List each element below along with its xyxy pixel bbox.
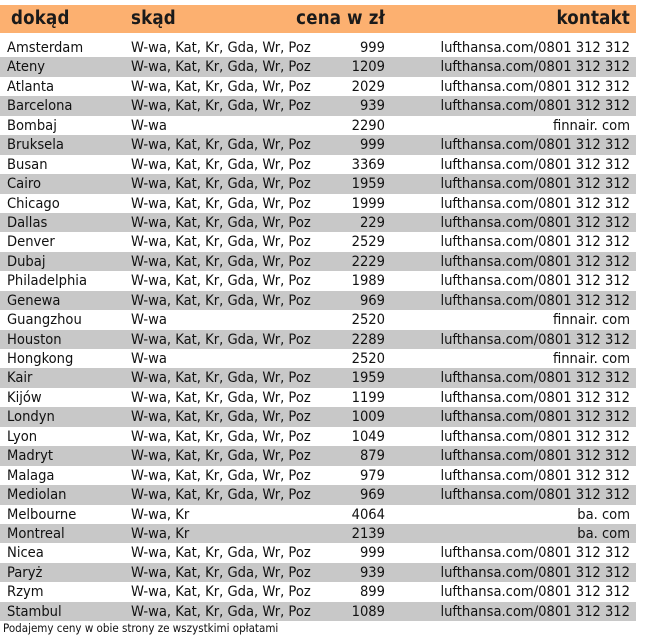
cell-origin: W-wa, Kat, Kr, Gda, Wr, Poz	[131, 252, 311, 270]
cell-price: 1199	[351, 388, 385, 406]
cell-destination: Barcelona	[7, 97, 73, 115]
cell-contact: lufthansa.com/0801 312 312	[440, 58, 630, 76]
cell-destination: Londyn	[7, 408, 55, 426]
cell-destination: Lyon	[7, 427, 38, 445]
flight-table	[0, 38, 636, 621]
cell-origin: W-wa, Kat, Kr, Gda, Wr, Poz	[131, 39, 311, 56]
cell-price: 2029	[351, 77, 385, 95]
cell-contact: lufthansa.com/0801 312 312	[440, 563, 630, 581]
cell-origin: W-wa, Kr	[131, 505, 190, 523]
cell-destination: Melbourne	[7, 505, 77, 523]
cell-contact: lufthansa.com/0801 312 312	[440, 291, 630, 309]
cell-destination: Chicago	[7, 194, 60, 212]
cell-origin: W-wa, Kr	[131, 524, 190, 542]
cell-contact: lufthansa.com/0801 312 312	[440, 233, 630, 251]
cell-destination: Denver	[7, 233, 55, 251]
cell-destination: Mediolan	[7, 486, 67, 504]
cell-destination: Dallas	[7, 213, 48, 231]
header-origin: skąd	[131, 8, 176, 29]
cell-contact: lufthansa.com/0801 312 312	[440, 39, 630, 56]
cell-price: 2139	[351, 524, 385, 542]
cell-contact: lufthansa.com/0801 312 312	[440, 77, 630, 95]
cell-destination: Bombaj	[7, 116, 57, 134]
table-row	[0, 524, 636, 543]
table-header	[0, 5, 636, 33]
cell-price: 4064	[351, 505, 385, 523]
cell-contact: lufthansa.com/0801 312 312	[440, 369, 630, 387]
cell-contact: finnair. com	[552, 350, 630, 367]
cell-destination: Philadelphia	[7, 272, 88, 290]
cell-contact: finnair. com	[552, 311, 630, 329]
cell-contact: ba. com	[577, 505, 630, 523]
cell-origin: W-wa	[131, 350, 167, 367]
cell-contact: lufthansa.com/0801 312 312	[440, 213, 630, 231]
cell-destination: Madryt	[7, 447, 54, 465]
cell-price: 969	[359, 291, 385, 309]
table-row	[0, 194, 636, 213]
cell-price: 979	[359, 466, 385, 484]
cell-destination: Kair	[7, 369, 33, 387]
cell-origin: W-wa, Kat, Kr, Gda, Wr, Poz	[131, 97, 311, 115]
table-row	[0, 330, 636, 349]
cell-price: 1989	[351, 272, 385, 290]
table-row	[0, 368, 636, 387]
cell-price: 999	[359, 136, 385, 154]
table-row	[0, 271, 636, 290]
cell-origin: W-wa, Kat, Kr, Gda, Wr, Poz	[131, 563, 311, 581]
cell-destination: Houston	[7, 330, 62, 348]
header-destination: dokąd	[11, 8, 70, 29]
cell-price: 2289	[351, 330, 385, 348]
cell-origin: W-wa, Kat, Kr, Gda, Wr, Poz	[131, 369, 311, 387]
table-row	[0, 349, 636, 368]
cell-destination: Hongkong	[7, 350, 74, 367]
cell-destination: Bruksela	[7, 136, 64, 154]
cell-destination: Nicea	[7, 544, 44, 562]
cell-price: 2529	[351, 233, 385, 251]
cell-origin: W-wa, Kat, Kr, Gda, Wr, Poz	[131, 175, 311, 193]
table-row	[0, 543, 636, 562]
cell-origin: W-wa, Kat, Kr, Gda, Wr, Poz	[131, 486, 311, 504]
cell-origin: W-wa, Kat, Kr, Gda, Wr, Poz	[131, 466, 311, 484]
cell-destination: Kijów	[7, 388, 42, 406]
cell-price: 1089	[351, 602, 385, 620]
cell-contact: lufthansa.com/0801 312 312	[440, 486, 630, 504]
cell-origin: W-wa, Kat, Kr, Gda, Wr, Poz	[131, 427, 311, 445]
cell-price: 939	[359, 97, 385, 115]
cell-contact: ba. com	[577, 524, 630, 542]
table-row	[0, 291, 636, 310]
cell-origin: W-wa, Kat, Kr, Gda, Wr, Poz	[131, 544, 311, 562]
table-row	[0, 505, 636, 524]
table-row	[0, 466, 636, 485]
table-row	[0, 446, 636, 465]
cell-price: 1009	[351, 408, 385, 426]
cell-origin: W-wa, Kat, Kr, Gda, Wr, Poz	[131, 136, 311, 154]
cell-origin: W-wa, Kat, Kr, Gda, Wr, Poz	[131, 58, 311, 76]
cell-contact: lufthansa.com/0801 312 312	[440, 136, 630, 154]
cell-contact: lufthansa.com/0801 312 312	[440, 447, 630, 465]
cell-price: 1999	[351, 194, 385, 212]
cell-price: 999	[359, 544, 385, 562]
table-row	[0, 582, 636, 601]
table-row	[0, 57, 636, 76]
cell-price: 969	[359, 486, 385, 504]
cell-contact: lufthansa.com/0801 312 312	[440, 272, 630, 290]
cell-origin: W-wa, Kat, Kr, Gda, Wr, Poz	[131, 330, 311, 348]
table-row	[0, 77, 636, 96]
table-row	[0, 407, 636, 426]
cell-contact: lufthansa.com/0801 312 312	[440, 330, 630, 348]
cell-contact: lufthansa.com/0801 312 312	[440, 155, 630, 173]
cell-destination: Genewa	[7, 291, 61, 309]
table-row	[0, 563, 636, 582]
table-row	[0, 388, 636, 407]
cell-price: 229	[359, 213, 385, 231]
table-row	[0, 96, 636, 115]
table-row	[0, 310, 636, 329]
table-row	[0, 485, 636, 504]
cell-origin: W-wa, Kat, Kr, Gda, Wr, Poz	[131, 272, 311, 290]
cell-origin: W-wa, Kat, Kr, Gda, Wr, Poz	[131, 213, 311, 231]
table-row	[0, 38, 636, 57]
cell-destination: Malaga	[7, 466, 55, 484]
cell-origin: W-wa, Kat, Kr, Gda, Wr, Poz	[131, 583, 311, 601]
cell-destination: Cairo	[7, 175, 41, 193]
cell-contact: lufthansa.com/0801 312 312	[440, 175, 630, 193]
cell-origin: W-wa, Kat, Kr, Gda, Wr, Poz	[131, 77, 311, 95]
cell-price: 999	[359, 39, 385, 56]
table-row	[0, 116, 636, 135]
cell-origin: W-wa, Kat, Kr, Gda, Wr, Poz	[131, 408, 311, 426]
header-contact: kontakt	[556, 8, 630, 29]
cell-destination: Amsterdam	[7, 39, 84, 56]
table-row	[0, 174, 636, 193]
cell-price: 899	[359, 583, 385, 601]
cell-origin: W-wa, Kat, Kr, Gda, Wr, Poz	[131, 233, 311, 251]
cell-contact: lufthansa.com/0801 312 312	[440, 388, 630, 406]
cell-destination: Rzym	[7, 583, 44, 601]
cell-destination: Ateny	[7, 58, 46, 76]
cell-origin: W-wa, Kat, Kr, Gda, Wr, Poz	[131, 291, 311, 309]
cell-destination: Dubaj	[7, 252, 46, 270]
table-row	[0, 213, 636, 232]
cell-price: 2520	[351, 311, 385, 329]
cell-contact: lufthansa.com/0801 312 312	[440, 544, 630, 562]
cell-price: 1959	[351, 175, 385, 193]
cell-contact: lufthansa.com/0801 312 312	[440, 252, 630, 270]
cell-price: 1049	[351, 427, 385, 445]
table-row	[0, 135, 636, 154]
cell-price: 1209	[351, 58, 385, 76]
table-row	[0, 155, 636, 174]
cell-contact: lufthansa.com/0801 312 312	[440, 97, 630, 115]
cell-contact: lufthansa.com/0801 312 312	[440, 427, 630, 445]
cell-price: 2520	[351, 350, 385, 367]
cell-origin: W-wa, Kat, Kr, Gda, Wr, Poz	[131, 388, 311, 406]
header-price: cena w zł	[296, 8, 385, 29]
cell-origin: W-wa, Kat, Kr, Gda, Wr, Poz	[131, 194, 311, 212]
cell-price: 939	[359, 563, 385, 581]
cell-destination: Busan	[7, 155, 48, 173]
cell-destination: Atlanta	[7, 77, 55, 95]
cell-origin: W-wa, Kat, Kr, Gda, Wr, Poz	[131, 447, 311, 465]
cell-destination: Paryż	[7, 563, 43, 581]
cell-contact: finnair. com	[552, 116, 630, 134]
table-row	[0, 232, 636, 251]
cell-origin: W-wa	[131, 116, 167, 134]
cell-contact: lufthansa.com/0801 312 312	[440, 408, 630, 426]
cell-destination: Stambul	[7, 602, 62, 620]
footnote: Podajemy ceny w obie strony ze wszystkimi opłatami	[3, 621, 279, 635]
cell-contact: lufthansa.com/0801 312 312	[440, 466, 630, 484]
cell-origin: W-wa	[131, 311, 167, 329]
cell-price: 1959	[351, 369, 385, 387]
table-row	[0, 602, 636, 621]
table-row	[0, 427, 636, 446]
cell-price: 2290	[351, 116, 385, 134]
cell-destination: Montreal	[7, 524, 65, 542]
cell-contact: lufthansa.com/0801 312 312	[440, 602, 630, 620]
cell-destination: Guangzhou	[7, 311, 82, 329]
cell-price: 879	[359, 447, 385, 465]
cell-price: 2229	[351, 252, 385, 270]
cell-contact: lufthansa.com/0801 312 312	[440, 583, 630, 601]
cell-origin: W-wa, Kat, Kr, Gda, Wr, Poz	[131, 602, 311, 620]
cell-origin: W-wa, Kat, Kr, Gda, Wr, Poz	[131, 155, 311, 173]
table-row	[0, 252, 636, 271]
cell-price: 3369	[351, 155, 385, 173]
cell-contact: lufthansa.com/0801 312 312	[440, 194, 630, 212]
